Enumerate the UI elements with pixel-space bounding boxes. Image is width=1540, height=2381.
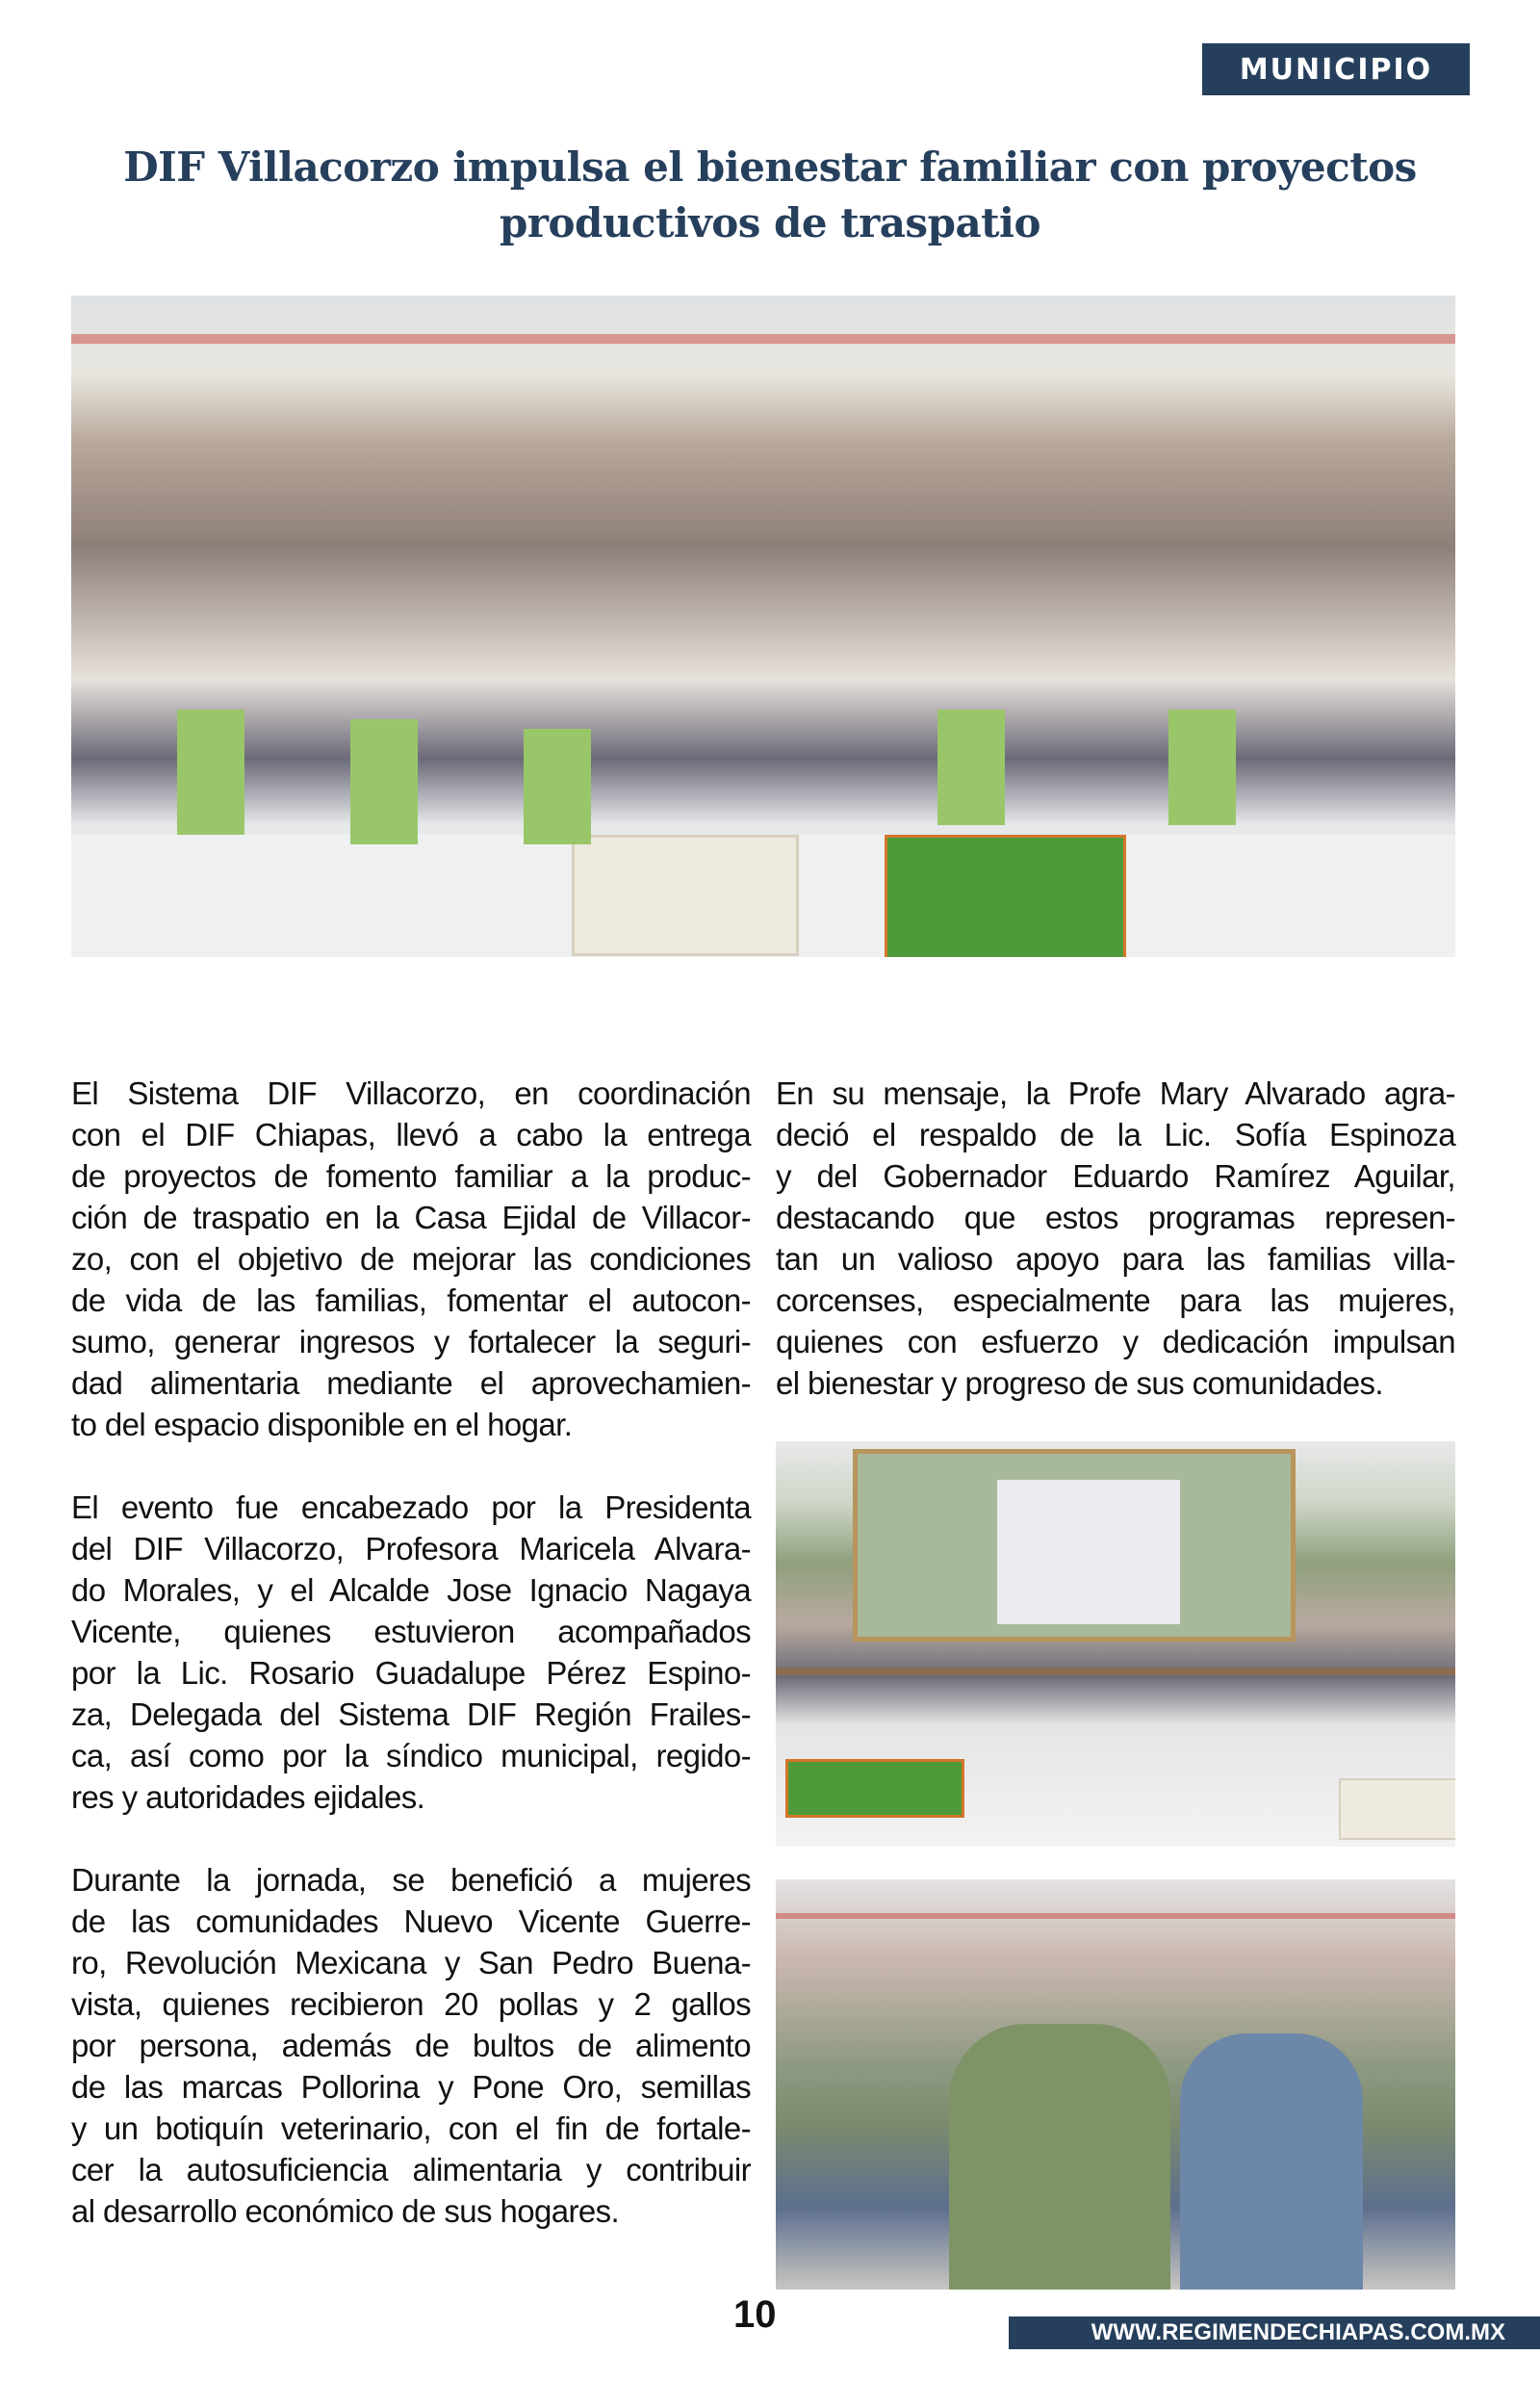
text-line: za, Delegada del Sistema DIF Región Frailes- [71, 1696, 751, 1732]
paragraph [71, 1073, 751, 1445]
page-number: 10 [733, 2293, 777, 2336]
right-column [776, 1073, 1455, 1445]
text-line: Vicente, quienes estuvieron acompañados [71, 1614, 751, 1649]
text-line: al desarrollo económico de sus hogares. [71, 2193, 620, 2229]
paragraph [71, 1859, 751, 2232]
text-line: ción de traspatio en la Casa Ejidal de Villacor- [71, 1200, 751, 1235]
text-line: ca, así como por la síndico municipal, regido- [71, 1738, 751, 1773]
title-line: DIF Villacorzo impulsa el bienestar familiar con proyectos [123, 143, 1417, 191]
text-line: tan un valioso apoyo para las familias villa- [776, 1241, 1455, 1277]
text-line: quienes con esfuerzo y dedicación impulsan [776, 1324, 1455, 1359]
text-line: En su mensaje, la Profe Mary Alvarado agra- [776, 1075, 1455, 1111]
text-line: El evento fue encabezado por la Presidenta [71, 1489, 751, 1525]
text-line: y un botiquín veterinario, con el fin de fortale- [71, 2110, 751, 2146]
text-line: sumo, generar ingresos y fortalecer la seguri- [71, 1324, 751, 1359]
text-line: por persona, además de bultos de alimento [71, 2028, 751, 2063]
text-line: ro, Revolución Mexicana y San Pedro Buena- [71, 1945, 751, 1980]
text-line: deció el respaldo de la Lic. Sofía Espinoza [776, 1117, 1455, 1152]
paragraph [776, 1073, 1455, 1404]
text-line: con el DIF Chiapas, llevó a cabo la entrega [71, 1117, 751, 1152]
text-line: del DIF Villacorzo, Profesora Maricela Alvara- [71, 1531, 751, 1566]
text-line: de las comunidades Nuevo Vicente Guerre- [71, 1903, 751, 1939]
text-line: de las marcas Pollorina y Pone Oro, semillas [71, 2069, 751, 2105]
text-line: to del espacio disponible en el hogar. [71, 1407, 573, 1442]
photo-audience-raising-papers [776, 1879, 1455, 2290]
article-title [96, 140, 1444, 251]
text-line: y del Gobernador Eduardo Ramírez Aguilar, [776, 1158, 1455, 1194]
text-line: el bienestar y progreso de sus comunidades. [776, 1365, 1383, 1401]
text-line: zo, con el objetivo de mejorar las condiciones [71, 1241, 751, 1277]
paragraph [71, 1487, 751, 1818]
text-line: vista, quienes recibieron 20 pollas y 2 gallos [71, 1986, 751, 2022]
text-line: cer la autosuficiencia alimentaria y contribuir [71, 2152, 751, 2187]
photo-stage-event [776, 1441, 1455, 1847]
group-photo-beneficiaries [71, 296, 1455, 957]
text-line: dad alimentaria mediante el aprovechamien- [71, 1365, 751, 1401]
text-line: destacando que estos programas represen- [776, 1200, 1455, 1235]
text-line: corcenses, especialmente para las mujeres, [776, 1282, 1455, 1318]
title-line: productivos de traspatio [499, 199, 1041, 246]
text-line: res y autoridades ejidales. [71, 1779, 425, 1815]
section-badge: MUNICIPIO [1202, 43, 1470, 95]
text-line: por la Lic. Rosario Guadalupe Pérez Espino- [71, 1655, 751, 1691]
text-line: de vida de las familias, fomentar el autocon- [71, 1282, 751, 1318]
text-line: de proyectos de fomento familiar a la produc- [71, 1158, 751, 1194]
left-column [71, 1073, 751, 2273]
text-line: do Morales, y el Alcalde Jose Ignacio Nagaya [71, 1572, 751, 1608]
text-line: Durante la jornada, se benefició a mujeres [71, 1862, 751, 1898]
footer-website: WWW.REGIMENDECHIAPAS.COM.MX [1009, 2316, 1540, 2349]
text-line: El Sistema DIF Villacorzo, en coordinación [71, 1075, 751, 1111]
